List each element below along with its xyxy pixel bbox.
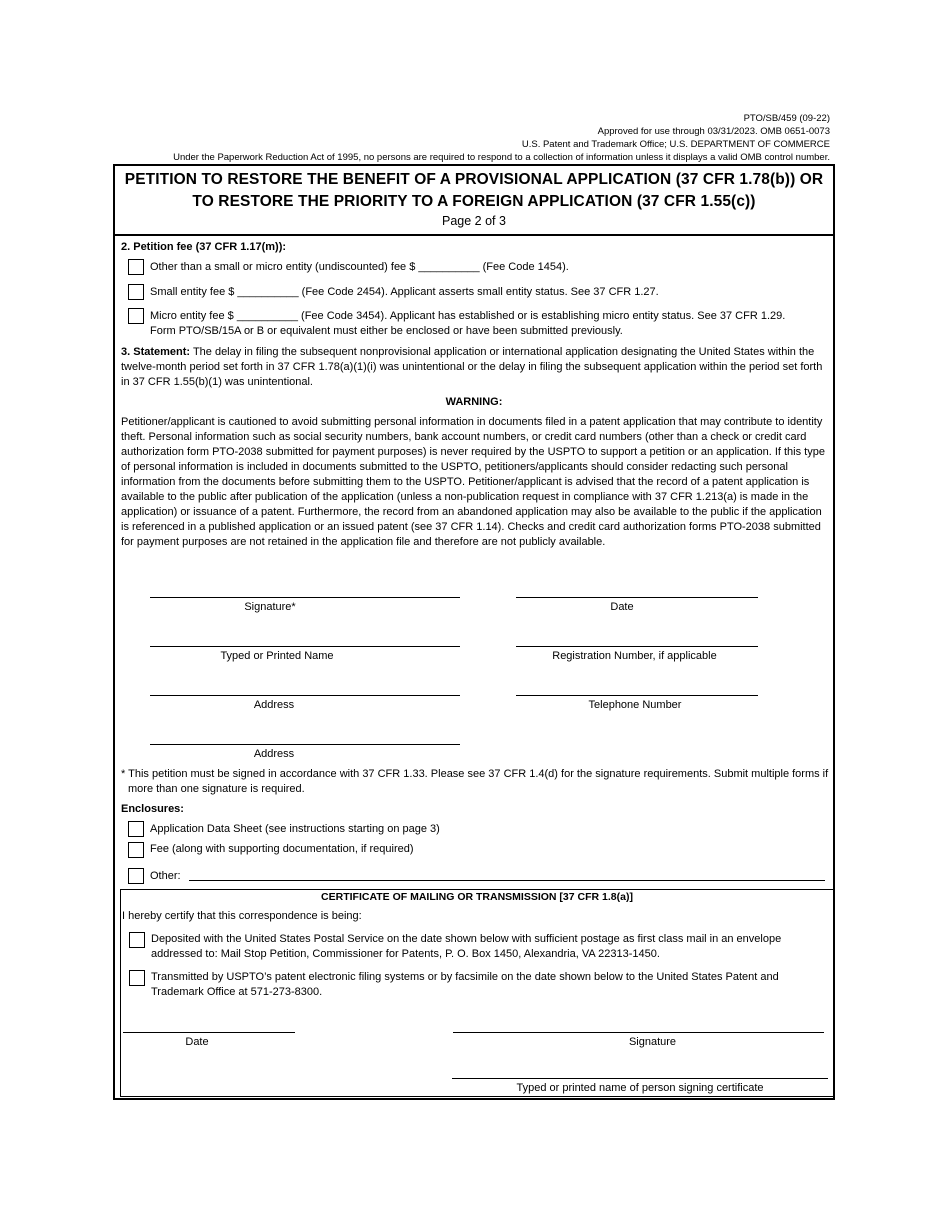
certificate-signature-line[interactable] bbox=[453, 1032, 824, 1033]
address-label-2: Address bbox=[253, 748, 295, 760]
telephone-line[interactable] bbox=[516, 695, 758, 696]
small-entity-fee-label: Small entity fee $ __________ (Fee Code 2454). Applicant asserts small entity status. See 37 CFR 1.27. bbox=[150, 286, 659, 298]
micro-entity-form-note: Form PTO/SB/15A or B or equivalent must either be enclosed or have been submitted previously. bbox=[150, 325, 623, 337]
certificate-intro: I hereby certify that this correspondence is being: bbox=[122, 910, 362, 922]
ads-enclosure-checkbox[interactable] bbox=[128, 821, 144, 837]
date-line[interactable] bbox=[516, 597, 758, 598]
telephone-label: Telephone Number bbox=[588, 699, 682, 711]
warning-text: Petitioner/applicant is cautioned to avoid submitting personal information in documents filed in a patent application that may contribute to identity theft. Personal information such as social security numbers, bank account numbers, or credit card numbers (other than a check or credit card authorization form PTO-2038 submitted for payment purposes) is never required by the USPTO to support a petition or an application. If this type of personal information is included in documents submitted to the USPTO, petitioners/applicants should consider redacting such personal information from the documents before submitting them to the USPTO. Petitioner/applicant is advised that the record of a patent application is available to the public after publication of the application (unless a non-publication request in compliance with 37 CFR 1.213(a) is made in the application) or issuance of a patent. Furthermore, the record from an abandoned application may also be available to the public if the application is referenced in a published application or an issued patent (see 37 CFR 1.14). Checks and credit card authorization forms PTO-2038 submitted for payment purposes are not retained in the application file and therefore are not publicly available. bbox=[121, 416, 825, 548]
paperwork-notice: Under the Paperwork Reduction Act of 1995, no persons are required to respond to a collection of information unless it displays a valid OMB control number. bbox=[173, 152, 830, 163]
date-label: Date bbox=[610, 601, 634, 613]
page-number: Page 2 of 3 bbox=[442, 214, 506, 228]
undiscounted-fee-checkbox[interactable] bbox=[128, 259, 144, 275]
form-title-line-1: PETITION TO RESTORE THE BENEFIT OF A PROVISIONAL APPLICATION (37 CFR 1.78(b)) OR bbox=[124, 171, 824, 188]
certificate-heading: CERTIFICATE OF MAILING OR TRANSMISSION [37 CFR 1.8(a)] bbox=[321, 891, 633, 903]
form-title-line-2: TO RESTORE THE PRIORITY TO A FOREIGN APPLICATION (37 CFR 1.55(c)) bbox=[192, 193, 756, 210]
petition-form bbox=[113, 164, 835, 1100]
statement-label: 3. Statement: bbox=[121, 346, 191, 358]
other-enclosure-label: Other: bbox=[150, 870, 181, 882]
certificate-date-line[interactable] bbox=[123, 1032, 295, 1033]
omb-approval: Approved for use through 03/31/2023. OMB 0651-0073 bbox=[597, 126, 830, 137]
micro-entity-fee-checkbox[interactable] bbox=[128, 308, 144, 324]
certificate-typed-name-line[interactable] bbox=[452, 1078, 828, 1079]
fee-enclosure-checkbox[interactable] bbox=[128, 842, 144, 858]
typed-name-line[interactable] bbox=[150, 646, 460, 647]
undiscounted-fee-label: Other than a small or micro entity (undiscounted) fee $ __________ (Fee Code 1454). bbox=[150, 261, 569, 273]
address-line-2[interactable] bbox=[150, 744, 460, 745]
electronic-transmission-label: Transmitted by USPTO’s patent electronic filing systems or by facsimile on the date shown below to the United States Patent and Trademark Office at 571-273-8300. bbox=[151, 971, 779, 998]
other-enclosure-checkbox[interactable] bbox=[128, 868, 144, 884]
petition-fee-heading: 2. Petition fee (37 CFR 1.17(m)): bbox=[121, 241, 287, 253]
warning-heading: WARNING: bbox=[445, 396, 503, 408]
signature-label: Signature* bbox=[244, 601, 296, 613]
micro-entity-fee-label: Micro entity fee $ __________ (Fee Code 3454). Applicant has established or is establishing micro entity status. See 37 CFR 1.29. bbox=[150, 310, 786, 322]
address-line-1[interactable] bbox=[150, 695, 460, 696]
signature-footnote: * This petition must be signed in accordance with 37 CFR 1.33. Please see 37 CFR 1.4(d) for the signature requirements. Submit multiple forms if more than one signature is required. bbox=[121, 768, 829, 795]
ads-enclosure-label: Application Data Sheet (see instructions starting on page 3) bbox=[150, 823, 440, 835]
electronic-transmission-checkbox[interactable] bbox=[129, 970, 145, 986]
statement-text: The delay in filing the subsequent nonprovisional application or international application designating the United States within the twelve-month period set forth in 37 CFR 1.78(a)(1)(i) was unintentional or the delay in filing the subsequent application within the period set forth in 37 CFR 1.55(b)(1) was unintentional. bbox=[121, 346, 823, 388]
form-title-box bbox=[115, 166, 833, 236]
fee-enclosure-label: Fee (along with supporting documentation, if required) bbox=[150, 843, 414, 855]
certificate-date-label: Date bbox=[185, 1036, 209, 1048]
small-entity-fee-checkbox[interactable] bbox=[128, 284, 144, 300]
enclosures-heading: Enclosures: bbox=[121, 803, 184, 815]
certificate-box bbox=[120, 889, 834, 1097]
form-title bbox=[115, 169, 833, 213]
signature-line[interactable] bbox=[150, 597, 460, 598]
address-label-1: Address bbox=[253, 699, 295, 711]
registration-number-line[interactable] bbox=[516, 646, 758, 647]
form-number: PTO/SB/459 (09-22) bbox=[743, 113, 830, 124]
statement-paragraph bbox=[121, 345, 829, 390]
certificate-typed-name-label: Typed or printed name of person signing certificate bbox=[516, 1082, 764, 1094]
other-enclosure-input-line[interactable] bbox=[189, 880, 825, 881]
registration-number-label: Registration Number, if applicable bbox=[552, 650, 717, 662]
agency-name: U.S. Patent and Trademark Office; U.S. DEPARTMENT OF COMMERCE bbox=[521, 139, 830, 150]
mail-deposit-label: Deposited with the United States Postal Service on the date shown below with sufficient postage as first class mail in an envelope addressed to: Mail Stop Petition, Commissioner for Patents, P. O. Box 1450, Alexandria, VA 22313-1450. bbox=[151, 933, 782, 960]
typed-name-label: Typed or Printed Name bbox=[220, 650, 334, 662]
mail-deposit-checkbox[interactable] bbox=[129, 932, 145, 948]
certificate-signature-label: Signature bbox=[628, 1036, 677, 1048]
